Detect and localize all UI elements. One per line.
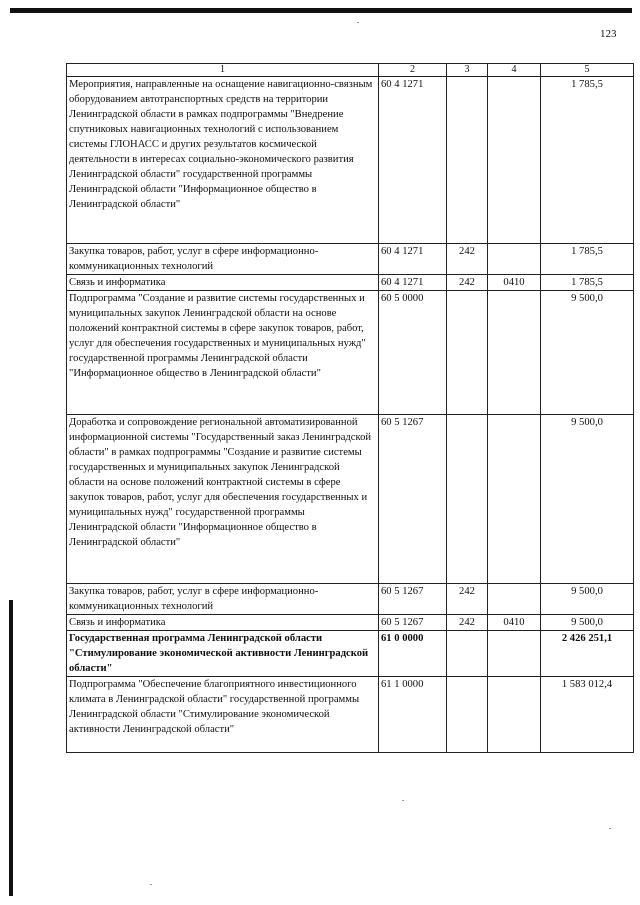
row-amount-cell: 1 785,5 xyxy=(541,275,634,291)
table-row xyxy=(67,584,634,615)
row-amount-cell: 9 500,0 xyxy=(541,415,634,584)
row-code-cell: 60 4 1271 xyxy=(379,275,447,291)
column-header-5: 5 xyxy=(541,64,634,77)
table-row xyxy=(67,615,634,631)
row-section-cell xyxy=(488,677,541,753)
row-code-cell: 60 5 0000 xyxy=(379,291,447,415)
table-row xyxy=(67,275,634,291)
page-number: 123 xyxy=(600,28,617,40)
row-code-cell: 60 5 1267 xyxy=(379,615,447,631)
table-row xyxy=(67,291,634,415)
column-header-1: 1 xyxy=(67,64,379,77)
table-row xyxy=(67,77,634,244)
scan-margin-bar xyxy=(9,600,13,896)
row-expense-type-cell: 242 xyxy=(447,244,488,275)
row-name-cell: Связь и информатика xyxy=(67,275,379,291)
row-expense-type-cell: 242 xyxy=(447,584,488,615)
row-amount-cell: 2 426 251,1 xyxy=(541,631,634,677)
row-amount-cell: 9 500,0 xyxy=(541,615,634,631)
row-section-cell xyxy=(488,584,541,615)
budget-table xyxy=(66,63,634,753)
row-expense-type-cell xyxy=(447,677,488,753)
row-section-cell xyxy=(488,631,541,677)
table-row xyxy=(67,677,634,753)
table-row xyxy=(67,244,634,275)
row-expense-type-cell: 242 xyxy=(447,275,488,291)
row-amount-cell: 9 500,0 xyxy=(541,584,634,615)
row-amount-cell: 1 583 012,4 xyxy=(541,677,634,753)
row-expense-type-cell xyxy=(447,291,488,415)
row-section-cell xyxy=(488,415,541,584)
row-code-cell: 60 5 1267 xyxy=(379,584,447,615)
row-code-cell: 60 4 1271 xyxy=(379,244,447,275)
table-row xyxy=(67,415,634,584)
row-section-cell xyxy=(488,77,541,244)
row-code-cell: 61 0 0000 xyxy=(379,631,447,677)
row-expense-type-cell xyxy=(447,631,488,677)
top-rule xyxy=(10,8,632,13)
row-code-cell: 60 5 1267 xyxy=(379,415,447,584)
row-name-cell: Мероприятия, направленные на оснащение навигационно-связным оборудованием автотранспортных средств на территории Ленинградской области в рамках подпрограммы "Внедрение спутниковых навигационных технологий с использованием системы ГЛОНАСС и других результатов космической деятельности в интересах социально-экономического развития Ленинградской области" государственной программы Ленинградской области "Информационное общество в Ленинградской области" xyxy=(67,77,379,244)
row-name-cell: Связь и информатика xyxy=(67,615,379,631)
scan-speck xyxy=(150,884,152,885)
row-section-cell xyxy=(488,291,541,415)
row-expense-type-cell xyxy=(447,415,488,584)
scan-speck xyxy=(609,828,611,829)
column-header-2: 2 xyxy=(379,64,447,77)
scan-speck xyxy=(402,800,404,801)
column-header-3: 3 xyxy=(447,64,488,77)
budget-table-body xyxy=(67,64,634,753)
row-code-cell: 61 1 0000 xyxy=(379,677,447,753)
row-amount-cell: 1 785,5 xyxy=(541,77,634,244)
table-row xyxy=(67,631,634,677)
row-name-cell: Закупка товаров, работ, услуг в сфере информационно-коммуникационных технологий xyxy=(67,244,379,275)
row-amount-cell: 1 785,5 xyxy=(541,244,634,275)
row-name-cell: Доработка и сопровождение региональной автоматизированной информационной системы "Государственный заказ Ленинградской области" в рамках подпрограммы "Создание и развитие системы государственных и муниципальных закупок Ленинградской области на основе положений контрактной системы в сфере закупок товаров, работ, услуг для обеспечения государственных и муниципальных нужд" государственной программы Ленинградской области "Информационное общество в Ленинградской области" xyxy=(67,415,379,584)
row-expense-type-cell xyxy=(447,77,488,244)
row-section-cell: 0410 xyxy=(488,275,541,291)
row-section-cell xyxy=(488,244,541,275)
row-name-cell: Подпрограмма "Обеспечение благоприятного инвестиционного климата в Ленинградской области" государственной программы Ленинградской области "Стимулирование экономической активности Ленинградской области" xyxy=(67,677,379,753)
row-expense-type-cell: 242 xyxy=(447,615,488,631)
row-name-cell: Подпрограмма "Создание и развитие системы государственных и муниципальных закупок Ленинградской области на основе положений контрактной системы в сфере закупок товаров, работ, услуг для обеспечения государственных и муниципальных нужд" государственной программы Ленинградской области "Информационное общество в Ленинградской области" xyxy=(67,291,379,415)
row-name-cell: Закупка товаров, работ, услуг в сфере информационно-коммуникационных технологий xyxy=(67,584,379,615)
table-header-row xyxy=(67,64,634,77)
row-code-cell: 60 4 1271 xyxy=(379,77,447,244)
column-header-4: 4 xyxy=(488,64,541,77)
row-section-cell: 0410 xyxy=(488,615,541,631)
row-name-cell: Государственная программа Ленинградской области "Стимулирование экономической активности Ленинградской области" xyxy=(67,631,379,677)
row-amount-cell: 9 500,0 xyxy=(541,291,634,415)
scan-speck xyxy=(357,22,359,23)
